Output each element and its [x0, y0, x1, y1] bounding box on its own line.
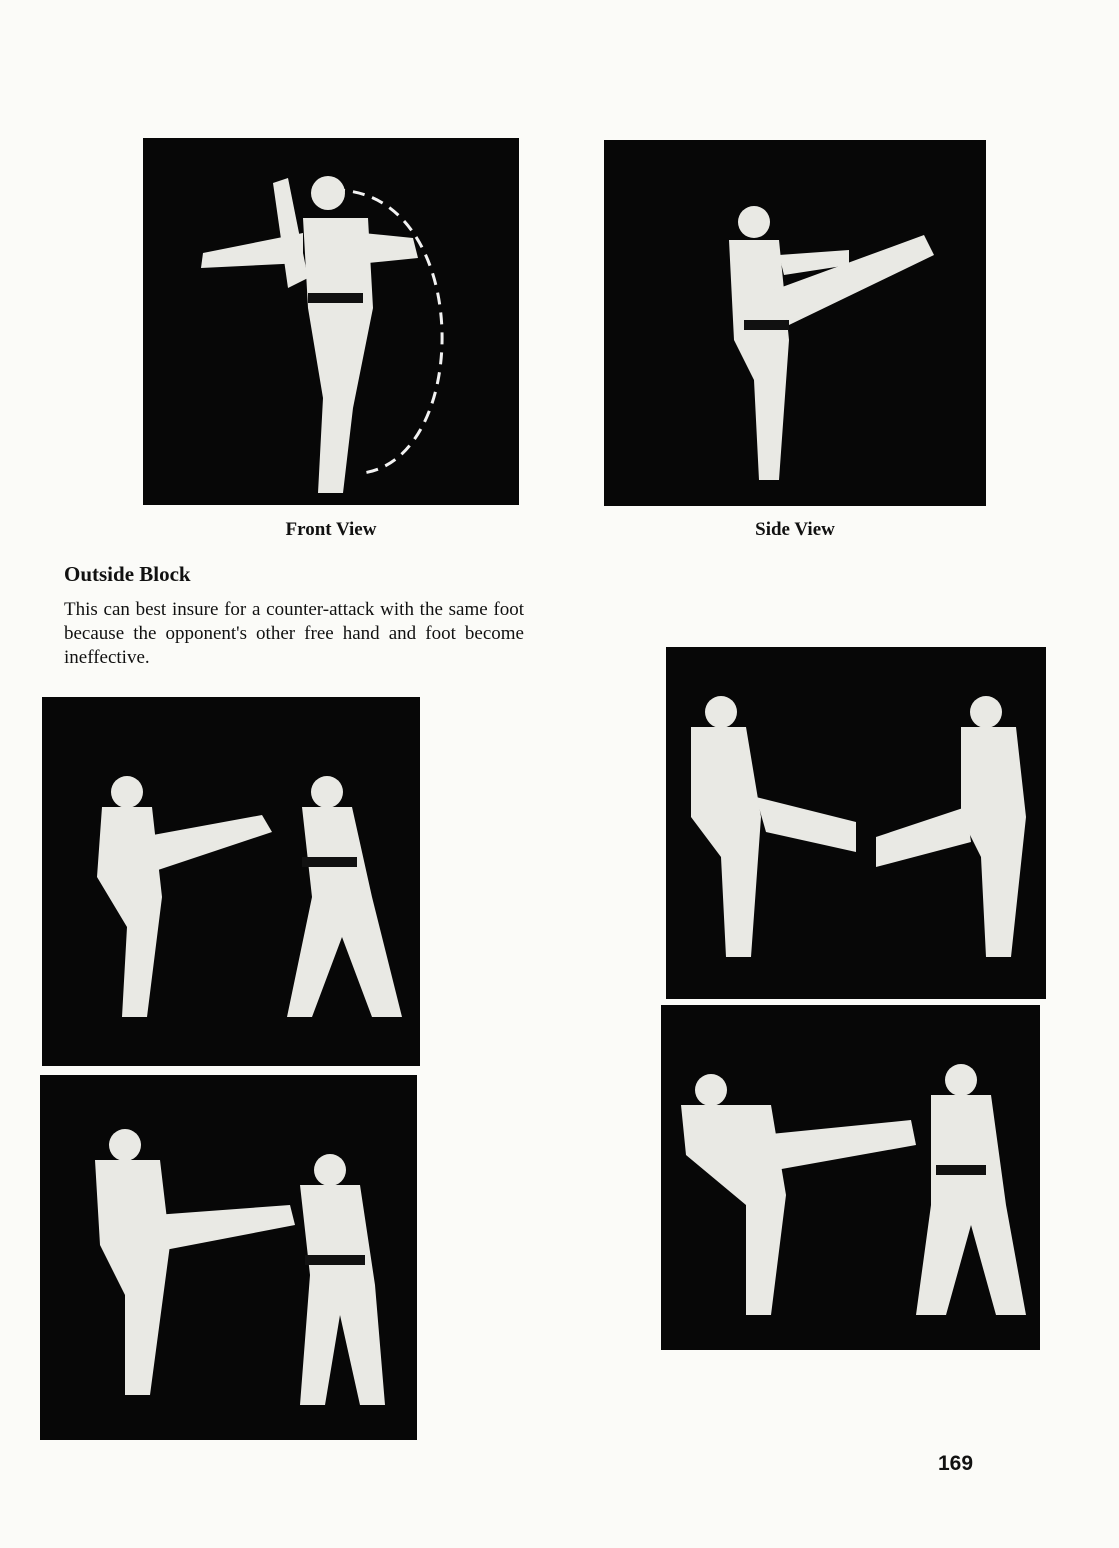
- photo-block-step-4: [661, 1005, 1040, 1350]
- photo-block-step-1: [42, 697, 420, 1066]
- page-number: 169: [938, 1452, 974, 1475]
- caption-front-view: Front View: [285, 519, 377, 540]
- section-body: This can best insure for a counter-attack with the same foot because the opponent's other free hand and foot become ineffective.: [64, 599, 524, 668]
- front-view-figure: [143, 138, 519, 505]
- block-step-1-figures: [42, 697, 420, 1066]
- photo-side-view: [604, 140, 986, 506]
- block-step-4-figures: [661, 1005, 1040, 1350]
- block-step-3-figures: [666, 647, 1046, 999]
- caption-side-view: Side View: [755, 519, 835, 540]
- section-heading: Outside Block: [64, 562, 191, 586]
- photo-front-view: [143, 138, 519, 505]
- block-step-2-figures: [40, 1075, 417, 1440]
- photo-block-step-3: [666, 647, 1046, 999]
- side-view-figure: [604, 140, 986, 506]
- photo-block-step-2: [40, 1075, 417, 1440]
